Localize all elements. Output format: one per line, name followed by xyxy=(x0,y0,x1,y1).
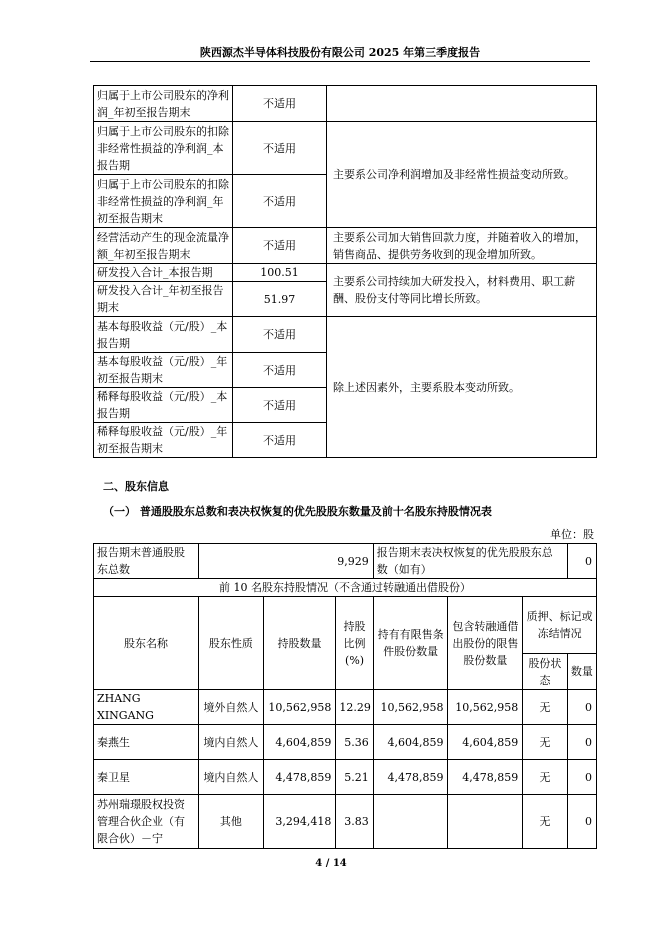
unit-label: 单位：股 xyxy=(550,528,594,541)
pledge-status: 无 xyxy=(523,795,567,849)
table-row xyxy=(94,228,597,264)
page-number: 4 / 14 xyxy=(315,858,347,869)
table-row xyxy=(94,544,597,579)
holder-shares: 4,478,859 xyxy=(263,760,336,795)
holder-lent: 4,604,859 xyxy=(448,725,523,760)
column-header: 包含转融通借出股份的限售股份数量 xyxy=(448,597,523,690)
pledge-qty: 0 xyxy=(567,760,596,795)
header-rule xyxy=(90,61,590,62)
column-header: 持股比例(%) xyxy=(336,597,373,690)
holder-shares: 3,294,418 xyxy=(263,795,336,849)
item-cell: 稀释每股收益（元/股）_本报告期 xyxy=(94,388,233,423)
subsection-title: （一） 普通股股东总数和表决权恢复的优先股股东数量及前十名股东持股情况表 xyxy=(103,505,492,518)
ratio-cell: 不适用 xyxy=(233,388,327,423)
pledge-status: 无 xyxy=(523,690,567,725)
preferred-holders-label: 报告期末表决权恢复的优先股股东总数（如有） xyxy=(373,544,567,579)
item-cell: 稀释每股收益（元/股）_年初至报告期末 xyxy=(94,423,233,458)
reason-cell: 主要系公司加大销售回款力度，并随着收入的增加，销售商品、提供劳务收到的现金增加所致。 xyxy=(327,228,597,264)
table-row xyxy=(94,86,597,122)
holder-restricted: 4,604,859 xyxy=(373,725,448,760)
change-reason-table xyxy=(93,85,597,458)
pledge-qty: 0 xyxy=(567,795,596,849)
preferred-holders-value: 0 xyxy=(567,544,596,579)
column-header: 股份状态 xyxy=(523,654,567,690)
holder-name: 秦燕生 xyxy=(94,725,199,760)
ratio-cell: 不适用 xyxy=(233,423,327,458)
ratio-cell: 不适用 xyxy=(233,122,327,175)
total-holders-label: 报告期末普通股股东总数 xyxy=(94,544,199,579)
column-header: 数量 xyxy=(567,654,596,690)
holder-nature: 境内自然人 xyxy=(199,760,264,795)
holder-lent: 10,562,958 xyxy=(448,690,523,725)
holder-nature: 境内自然人 xyxy=(199,725,264,760)
ratio-cell: 不适用 xyxy=(233,228,327,264)
pledge-qty: 0 xyxy=(567,690,596,725)
ratio-cell: 51.97 xyxy=(233,282,327,317)
item-cell: 归属于上市公司股东的扣除非经常性损益的净利润_本报告期 xyxy=(94,122,233,175)
table-row xyxy=(94,725,597,760)
holder-ratio: 5.21 xyxy=(336,760,373,795)
column-header: 持股数量 xyxy=(263,597,336,690)
pledge-qty: 0 xyxy=(567,725,596,760)
total-holders-value: 9,929 xyxy=(199,544,374,579)
reason-cell: 除上述因素外，主要系股本变动所致。 xyxy=(327,317,597,458)
table-row xyxy=(94,122,597,175)
table-row xyxy=(94,579,597,597)
holder-name: 秦卫星 xyxy=(94,760,199,795)
holder-name: ZHANG XINGANG xyxy=(94,690,199,725)
holder-shares: 10,562,958 xyxy=(263,690,336,725)
section-title: 二、股东信息 xyxy=(103,480,169,493)
table-row xyxy=(94,795,597,849)
table-header-row xyxy=(94,597,597,654)
ratio-cell: 不适用 xyxy=(233,317,327,353)
reason-cell xyxy=(327,86,597,122)
top10-caption: 前 10 名股东持股情况（不含通过转融通出借股份） xyxy=(94,579,597,597)
ratio-cell: 不适用 xyxy=(233,86,327,122)
ratio-cell: 不适用 xyxy=(233,175,327,228)
column-header: 持有有限售条件股份数量 xyxy=(373,597,448,690)
holder-restricted xyxy=(373,795,448,849)
item-cell: 归属于上市公司股东的扣除非经常性损益的净利润_年初至报告期末 xyxy=(94,175,233,228)
holder-lent: 4,478,859 xyxy=(448,760,523,795)
table-row xyxy=(94,317,597,353)
item-cell: 研发投入合计_本报告期 xyxy=(94,264,233,282)
holder-ratio: 3.83 xyxy=(336,795,373,849)
holder-ratio: 5.36 xyxy=(336,725,373,760)
ratio-cell: 不适用 xyxy=(233,353,327,388)
holder-nature: 境外自然人 xyxy=(199,690,264,725)
item-cell: 研发投入合计_年初至报告期末 xyxy=(94,282,233,317)
reason-cell: 主要系公司净利润增加及非经常性损益变动所致。 xyxy=(327,122,597,228)
pledge-status: 无 xyxy=(523,725,567,760)
table-row xyxy=(94,264,597,282)
holder-shares: 4,604,859 xyxy=(263,725,336,760)
holder-restricted: 4,478,859 xyxy=(373,760,448,795)
holder-lent xyxy=(448,795,523,849)
column-header: 股东名称 xyxy=(94,597,199,690)
page-header: 陕西源杰半导体科技股份有限公司 2025 年第三季度报告 xyxy=(199,46,481,59)
holder-restricted: 10,562,958 xyxy=(373,690,448,725)
reason-cell: 主要系公司持续加大研发投入，材料费用、职工薪酬、股份支付等同比增长所致。 xyxy=(327,264,597,317)
table-row xyxy=(94,760,597,795)
column-header: 股东性质 xyxy=(199,597,264,690)
holder-ratio: 12.29 xyxy=(336,690,373,725)
holder-nature: 其他 xyxy=(199,795,264,849)
item-cell: 基本每股收益（元/股）_年初至报告期末 xyxy=(94,353,233,388)
pledge-status: 无 xyxy=(523,760,567,795)
item-cell: 经营活动产生的现金流量净额_年初至报告期末 xyxy=(94,228,233,264)
item-cell: 归属于上市公司股东的净利润_年初至报告期末 xyxy=(94,86,233,122)
ratio-cell: 100.51 xyxy=(233,264,327,282)
holder-name: 苏州瑞璟股权投资管理合伙企业（有限合伙）－宁 xyxy=(94,795,199,849)
table-row xyxy=(94,690,597,725)
shareholder-table xyxy=(93,543,597,849)
item-cell: 基本每股收益（元/股）_本报告期 xyxy=(94,317,233,353)
column-header: 质押、标记或冻结情况 xyxy=(523,597,597,654)
